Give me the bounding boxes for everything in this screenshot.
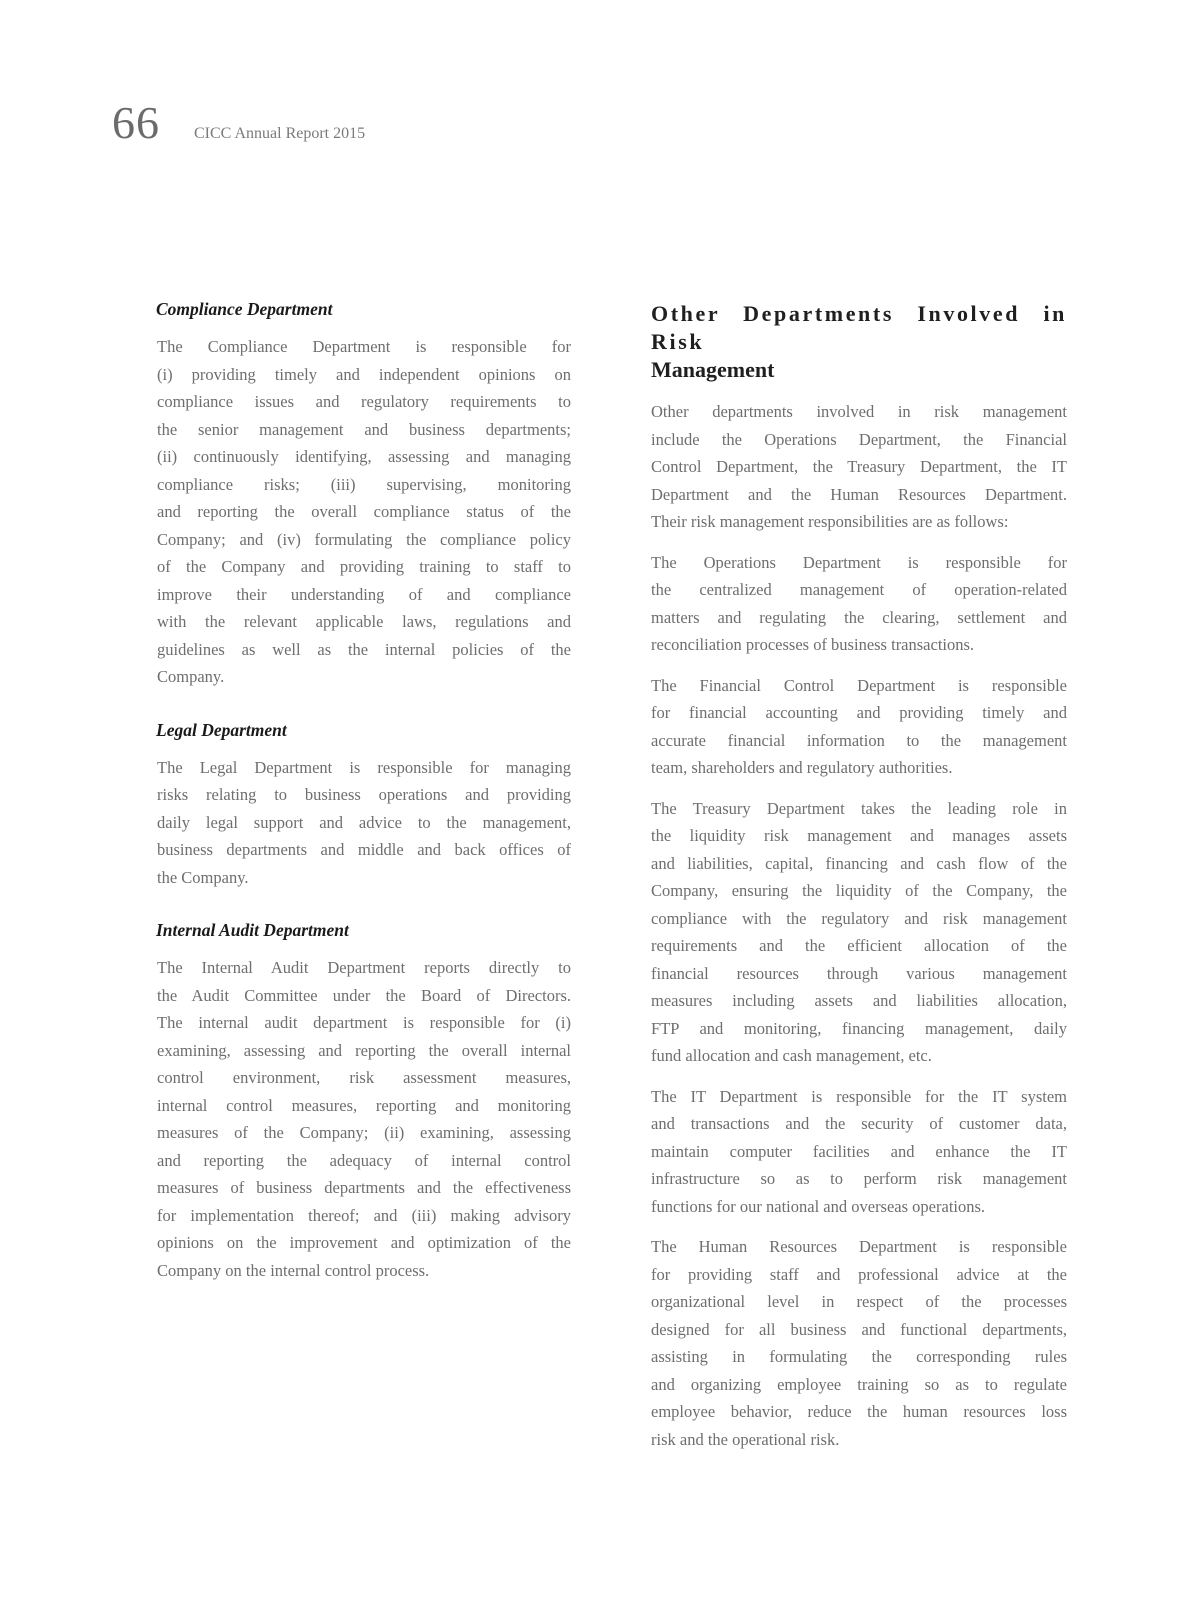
text-line: (ii) continuously identifying, assessing and managing (157, 447, 571, 466)
section-heading: Compliance Department (156, 299, 333, 319)
text-line: with the relevant applicable laws, regulations and (157, 612, 571, 631)
text-line: the centralized management of operation-related (651, 580, 1067, 599)
text-line: the Company. (157, 867, 249, 887)
internal-audit-paragraph (157, 954, 571, 1284)
section-heading: Legal Department (156, 719, 287, 740)
text-line: The Human Resources Department is responsible (651, 1237, 1067, 1256)
text-line: The Treasury Department takes the leading role in (651, 798, 1067, 818)
text-line: (i) providing timely and independent opinions on (157, 364, 571, 384)
page-header (112, 97, 366, 148)
text-line: Other departments involved in risk management (651, 402, 1067, 421)
right-column (651, 300, 1067, 1453)
text-line: the senior management and business departments; (157, 419, 571, 439)
text-line: Company, ensuring the liquidity of the Company, the (651, 881, 1067, 900)
text-line: and organizing employee training so as to regulate (651, 1374, 1067, 1394)
text-line: employee behavior, reduce the human resources loss (651, 1402, 1067, 1421)
text-line: business departments and middle and back offices of (157, 840, 571, 859)
heading-line: Other Departments Involved in Risk (651, 301, 1067, 354)
text-line: measures of the Company; (ii) examining, assessing (157, 1123, 571, 1142)
human-resources-paragraph (651, 1233, 1067, 1453)
text-line: infrastructure so as to perform risk management (651, 1169, 1067, 1188)
text-line: The Legal Department is responsible for managing (157, 757, 571, 777)
intro-paragraph (651, 398, 1067, 536)
text-line: risks relating to business operations and providing (157, 785, 571, 804)
text-line: and reporting the overall compliance status of the (157, 502, 571, 521)
text-line: the Audit Committee under the Board of Directors. (157, 985, 571, 1005)
text-line: improve their understanding of and compliance (157, 584, 571, 604)
text-line: FTP and monitoring, financing management, daily (651, 1018, 1067, 1038)
text-line: compliance risks; (iii) supervising, monitoring (157, 474, 571, 494)
text-line: organizational level in respect of the processes (651, 1292, 1067, 1311)
text-line: The IT Department is responsible for the IT system (651, 1086, 1067, 1106)
text-line: Control Department, the Treasury Department, the IT (651, 457, 1067, 476)
internal-audit-department-section (157, 919, 571, 1284)
compliance-department-section (157, 298, 571, 691)
text-line: include the Operations Department, the Financial (651, 429, 1067, 449)
text-line: The internal audit department is responsible for (i) (157, 1013, 571, 1032)
text-line: Their risk management responsibilities are as follows: (651, 512, 1009, 531)
text-line: assisting in formulating the corresponding rules (651, 1347, 1067, 1366)
text-line: team, shareholders and regulatory authorities. (651, 758, 953, 777)
text-line: control environment, risk assessment measures, (157, 1068, 571, 1087)
text-line: The Compliance Department is responsible for (157, 337, 571, 356)
financial-control-paragraph (651, 672, 1067, 782)
text-line: measures including assets and liabilities allocation, (651, 991, 1067, 1010)
text-line: daily legal support and advice to the management, (157, 812, 571, 832)
section-heading: Internal Audit Department (156, 920, 349, 940)
text-line: designed for all business and functional departments, (651, 1319, 1067, 1339)
text-line: accurate financial information to the management (651, 730, 1067, 750)
text-line: requirements and the efficient allocation of the (651, 936, 1067, 955)
text-line: opinions on the improvement and optimization of the (157, 1233, 571, 1252)
text-line: and reporting the adequacy of internal control (157, 1150, 571, 1170)
page-number: 66 (112, 97, 160, 148)
text-line: matters and regulating the clearing, settlement and (651, 607, 1067, 627)
text-line: measures of business departments and the effectiveness (157, 1178, 571, 1197)
text-line: and liabilities, capital, financing and cash flow of the (651, 853, 1067, 873)
text-line: The Internal Audit Department reports directly to (157, 958, 571, 977)
treasury-paragraph (651, 795, 1067, 1070)
text-line: Company. (157, 667, 225, 686)
text-line: guidelines as well as the internal policies of the (157, 639, 571, 659)
compliance-paragraph (157, 333, 571, 691)
it-paragraph (651, 1083, 1067, 1221)
left-column (157, 298, 571, 1284)
text-line: for implementation thereof; and (iii) making advisory (157, 1205, 571, 1225)
text-line: Company on the internal control process. (157, 1260, 430, 1280)
report-title: CICC Annual Report 2015 (194, 125, 366, 142)
text-line: for financial accounting and providing timely and (651, 703, 1067, 722)
text-line: compliance issues and regulatory requirements to (157, 392, 571, 411)
legal-department-section (157, 719, 571, 892)
heading-line: Management (651, 357, 775, 382)
text-line: compliance with the regulatory and risk management (651, 908, 1067, 928)
text-line: fund allocation and cash management, etc. (651, 1046, 932, 1065)
text-line: and transactions and the security of customer data, (651, 1114, 1067, 1133)
text-line: examining, assessing and reporting the overall internal (157, 1040, 571, 1060)
legal-paragraph (157, 754, 571, 892)
text-line: of the Company and providing training to staff to (157, 557, 571, 576)
other-departments-heading (651, 300, 1067, 384)
text-line: The Operations Department is responsible for (651, 552, 1067, 572)
text-line: Department and the Human Resources Department. (651, 484, 1067, 504)
text-line: internal control measures, reporting and monitoring (157, 1095, 571, 1115)
text-line: for providing staff and professional advice at the (651, 1264, 1067, 1284)
text-line: the liquidity risk management and manages assets (651, 826, 1067, 845)
operations-paragraph (651, 549, 1067, 659)
text-line: risk and the operational risk. (651, 1429, 840, 1449)
text-line: reconciliation processes of business transactions. (651, 635, 975, 654)
text-line: Company; and (iv) formulating the compliance policy (157, 529, 571, 549)
text-line: maintain computer facilities and enhance the IT (651, 1141, 1067, 1161)
text-line: functions for our national and overseas operations. (651, 1196, 986, 1216)
text-line: The Financial Control Department is responsible (651, 675, 1067, 695)
text-line: financial resources through various management (651, 963, 1067, 983)
